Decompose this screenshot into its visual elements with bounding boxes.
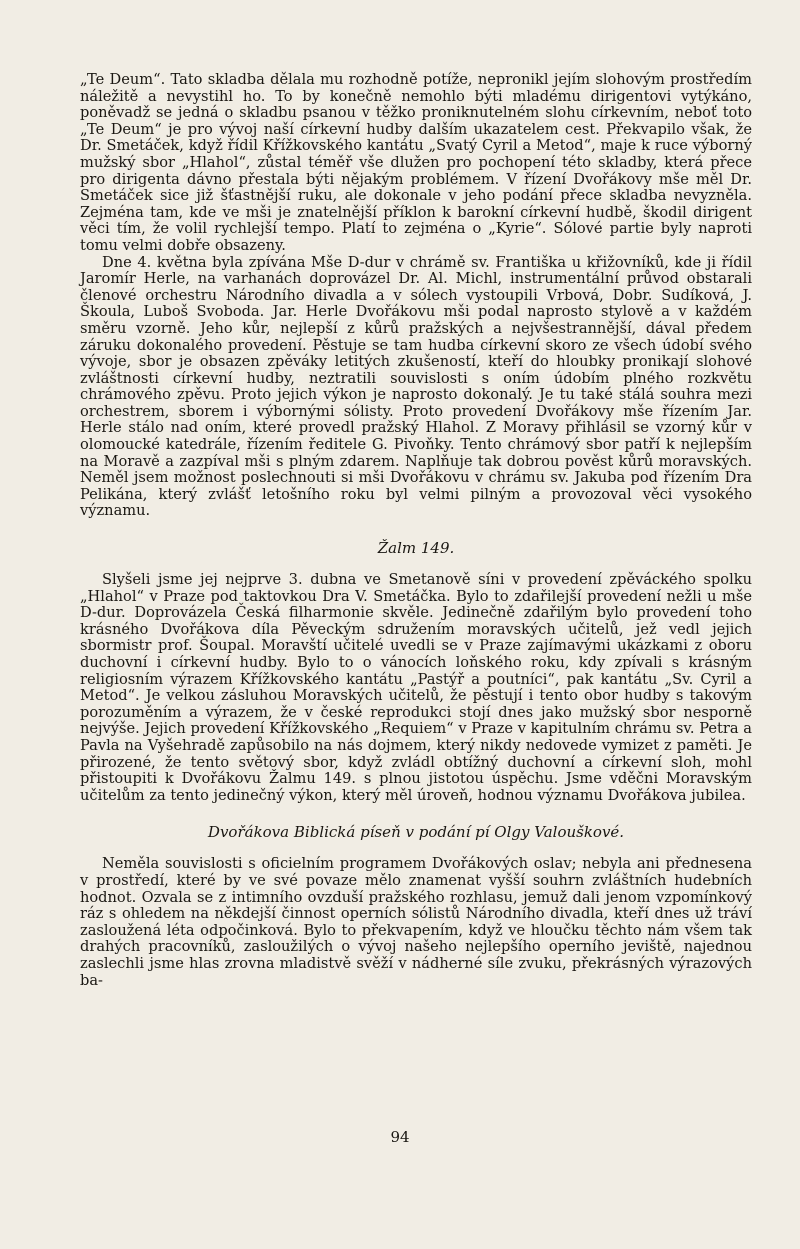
paragraph-biblical-song: Neměla souvislosti s oficielním programem Dvořákových oslav; nebyla ani přednesena v prostředí, které by ve své povaze mělo znamenat vyšší souhrn zvláštních hudebních hodnot. Ozvala se z intimního ovzduší pražského rozhlasu, jemuž dali jenom vzpomínkový ráz s ohledem na někdejší činnost operních sólistů Národního divadla, kteří dnes už tráví zasloužená léta odpočinková. Bylo to překvapením, když ve hloučku těchto nám všem tak drahých pracovníků, zasloužilých o vývoj našeho nejlepšího operního jeviště, najednou zaslechli jsme hlas zrovna mladistvě svěží v nádherné síle zvuku, překrásných výrazových ba-: [80, 855, 752, 989]
section-heading-psalm-149: Žalm 149.: [377, 539, 455, 558]
paragraph-may-4-mass: Dne 4. května byla zpívána Mše D-dur v chrámě sv. Františka u křižovníků, kde ji řídil Jaromír Herle, na varhanách doprovázel Dr. Al. Michl, instrumentální průvod obstarali členové orchestru Národního divadla a v sólech vystoupili Vrbová, Dobr. Sudíková, J. Škoula, Luboš Svoboda. Jar. Herle Dvořákovu mši podal naprosto stylově a v každém směru vzorně. Jeho kůr, nejlepší z kůrů pražských a nejvšestrannější, dával předem záruku dokonalého provedení. Pěstuje se tam hudba církevní skoro ze všech údobí svého vývoje, sbor je obsazen zpěváky letitých zkušeností, kteří do hloubky pronikají slohové zvláštnosti církevní hudby, neztratili souvislosti s oním údobím plného rozkvětu chrámového zpěvu. Proto jejich výkon je naprosto dokonalý. Je tu také stálá souhra mezi orchestrem, sborem i výbornými sólisty. Proto provedení Dvořákovy mše řízením Jar. Herle stálo nad oním, které provedl pražský Hlahol. Z Moravy přihlásil se vzorný kůr v olomoucké katedrále, řízením ředitele G. Pivoňky. Tento chrámový sbor patří k nejlepším na Moravě a zazpíval mši s plným zdarem. Naplňuje tak dobrou pověst kůrů moravských. Neměl jsem možnost poslechnouti si mši Dvořákovu v chrámu sv. Jakuba pod řízením Dra Pelikána, který zvlášť letošního roku byl velmi pilným a provozoval věci vysokého významu.: [80, 253, 752, 520]
page-number: 94: [390, 1128, 410, 1146]
section-heading-biblical-song: Dvořákova Biblická píseň v podání pí Olgy Valouškové.: [207, 823, 625, 842]
body-text: [80, 72, 752, 989]
paragraph-te-deum: „Te Deum“. Tato skladba dělala mu rozhodně potíže, nepronikl jejím slohovým prostředím náležitě a nevystihl ho. To by konečně nemohlo býti mladému dirigentovi vytýkáno, poněvadž se jedná o skladbu psanou v těžko proniknutelném slohu církevním, neboť toto „Te Deum“ je pro vývoj naší církevní hudby dalším ukazatelem cest. Překvapilo však, že Dr. Smetáček, když řídil Křížkovského kantátu „Svatý Cyril a Metod“, maje k ruce výborný mužský sbor „Hlahol“, zůstal téměř vše dlužen pro pochopení této skladby, která přece pro dirigenta dávno přestala býti nějakým problémem. V řízení Dvořákovy mše měl Dr. Smetáček sice již šťastnější ruku, ale dokonale v jeho podání přece skladba nevyzněla. Zejména tam, kde ve mši je znatelnější příklon k barokní církevní hudbě, škodil dirigent věci tím, že volil rychlejší tempo. Platí to zejména o „Kyrie“. Sólové partie byly naproti tomu velmi dobře obsazeny.: [80, 71, 752, 254]
paragraph-psalm-149: Slyšeli jsme jej nejprve 3. dubna ve Smetanově síni v provedení zpěváckého spolku „Hlahol“ v Praze pod taktovkou Dra V. Smetáčka. Bylo to zdařilejší provedení nežli u mše D-dur. Doprovázela Česká filharmonie skvěle. Jedinečně zdařilým bylo provedení toho krásného Dvořákova díla Pěveckým sdružením moravských učitelů, jež vedl jejich sbormistr prof. Šoupal. Moravští učitelé uvedli se v Praze zajímavými ukázkami z oboru duchovní i církevní hudby. Bylo to o vánocích loňského roku, kdy zpívali s krásným religiosním výrazem Křížkovského kantátu „Pastýř a poutníci“, pak kantátu „Sv. Cyril a Metod“. Je velkou zásluhou Moravských učitelů, že pěstují i tento obor hudby s takovým porozuměním a výrazem, že v české reprodukci stojí dnes jako mužský sbor nesporně nejvýše. Jejich provedení Křížkovského „Requiem“ v Praze v kapitulním chrámu sv. Petra a Pavla na Vyšehradě zapůsobilo na nás dojmem, který nikdy nedovede vymizet z paměti. Je přirozené, že tento světový sbor, když zvládl obtížný duchovní a církevní sloh, mohl přistoupiti k Dvořákovu Žalmu 149. s plnou jistotou úspěchu. Jsme vděčni Moravským učitelům za tento jedinečný výkon, který měl úroveň, hodnou významu Dvořákova jubilea.: [80, 571, 752, 804]
